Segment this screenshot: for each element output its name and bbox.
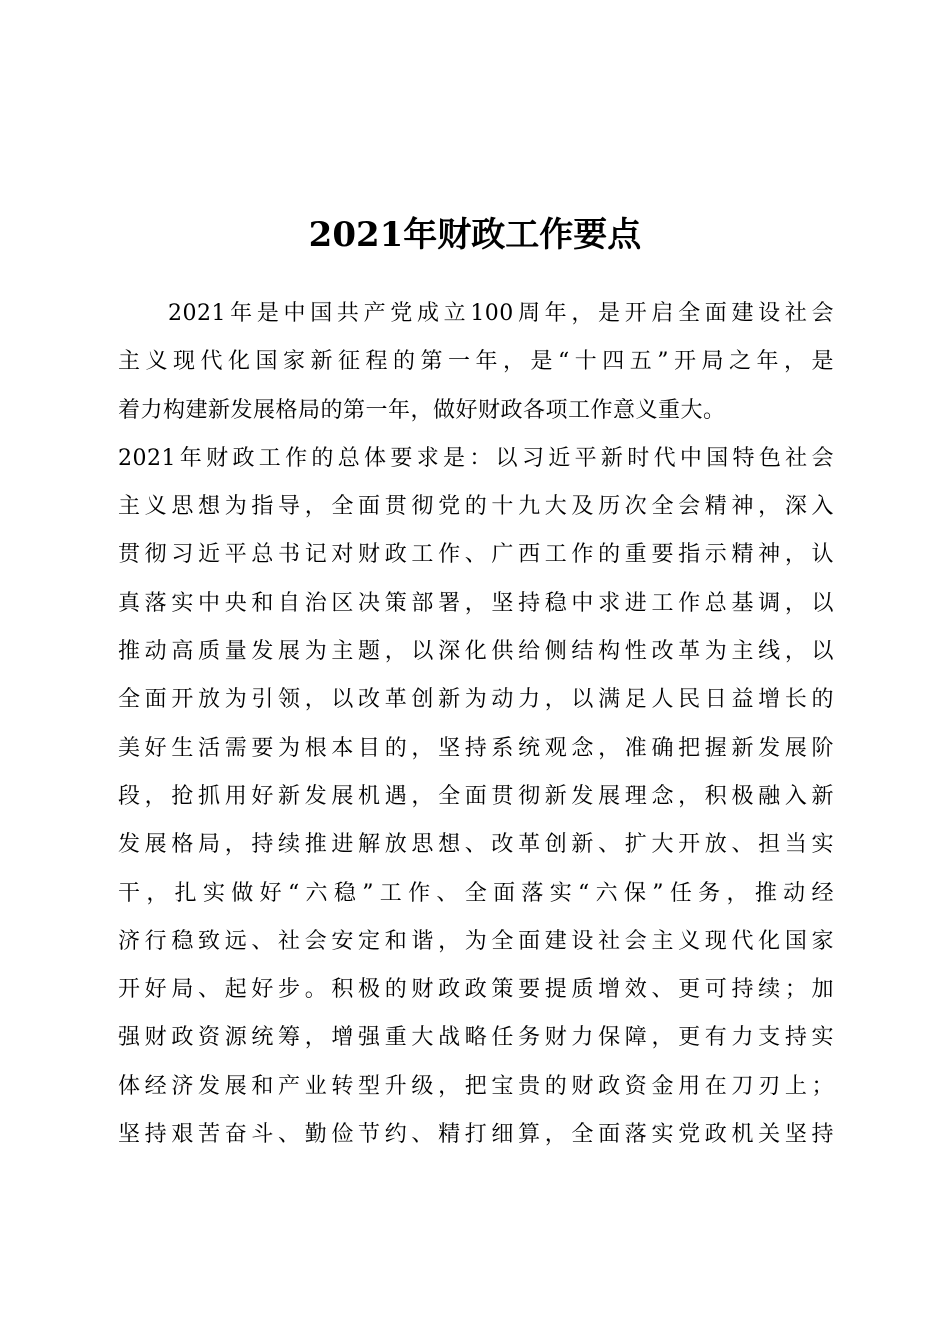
text-line: 济行稳致远、社会安定和谐，为全面建设社会主义现代化国家 bbox=[118, 928, 834, 954]
text-line: 着力构建新发展格局的第一年，做好财政各项工作意义重大。 bbox=[118, 397, 726, 423]
text-line: 发展格局，持续推进解放思想、改革创新、扩大开放、担当实 bbox=[118, 832, 834, 858]
text-line: 干，扎实做好“六稳”工作、全面落实“六保”任务，推动经 bbox=[118, 880, 834, 906]
text-line: 段，抢抓用好新发展机遇，全面贯彻新发展理念，积极融入新 bbox=[118, 783, 834, 809]
text-line: 推动高质量发展为主题，以深化供给侧结构性改革为主线，以 bbox=[118, 639, 834, 665]
body-paragraph bbox=[118, 290, 834, 1159]
document-title: 2021年财政工作要点 bbox=[308, 215, 642, 255]
text-line: 2021年财政工作的总体要求是：以习近平新时代中国特色社会 bbox=[118, 445, 834, 471]
text-line: 主义思想为指导，全面贯彻党的十九大及历次全会精神，深入 bbox=[118, 494, 834, 520]
text-line: 贯彻习近平总书记对财政工作、广西工作的重要指示精神，认 bbox=[118, 542, 834, 568]
text-line: 2021年是中国共产党成立100周年，是开启全面建设社会 bbox=[168, 301, 834, 326]
text-line: 全面开放为引领，以改革创新为动力，以满足人民日益增长的 bbox=[118, 687, 834, 713]
text-line: 美好生活需要为根本目的，坚持系统观念，准确把握新发展阶 bbox=[118, 735, 834, 761]
text-line: 强财政资源统筹，增强重大战略任务财力保障，更有力支持实 bbox=[118, 1025, 834, 1051]
text-line: 主义现代化国家新征程的第一年，是“十四五”开局之年，是 bbox=[118, 349, 834, 375]
text-line: 真落实中央和自治区决策部署，坚持稳中求进工作总基调，以 bbox=[118, 590, 834, 616]
text-line: 开好局、起好步。积极的财政政策要提质增效、更可持续；加 bbox=[118, 977, 834, 1003]
text-line: 坚持艰苦奋斗、勤俭节约、精打细算，全面落实党政机关坚持 bbox=[118, 1122, 834, 1148]
text-line: 体经济发展和产业转型升级，把宝贵的财政资金用在刀刃上； bbox=[118, 1073, 834, 1099]
